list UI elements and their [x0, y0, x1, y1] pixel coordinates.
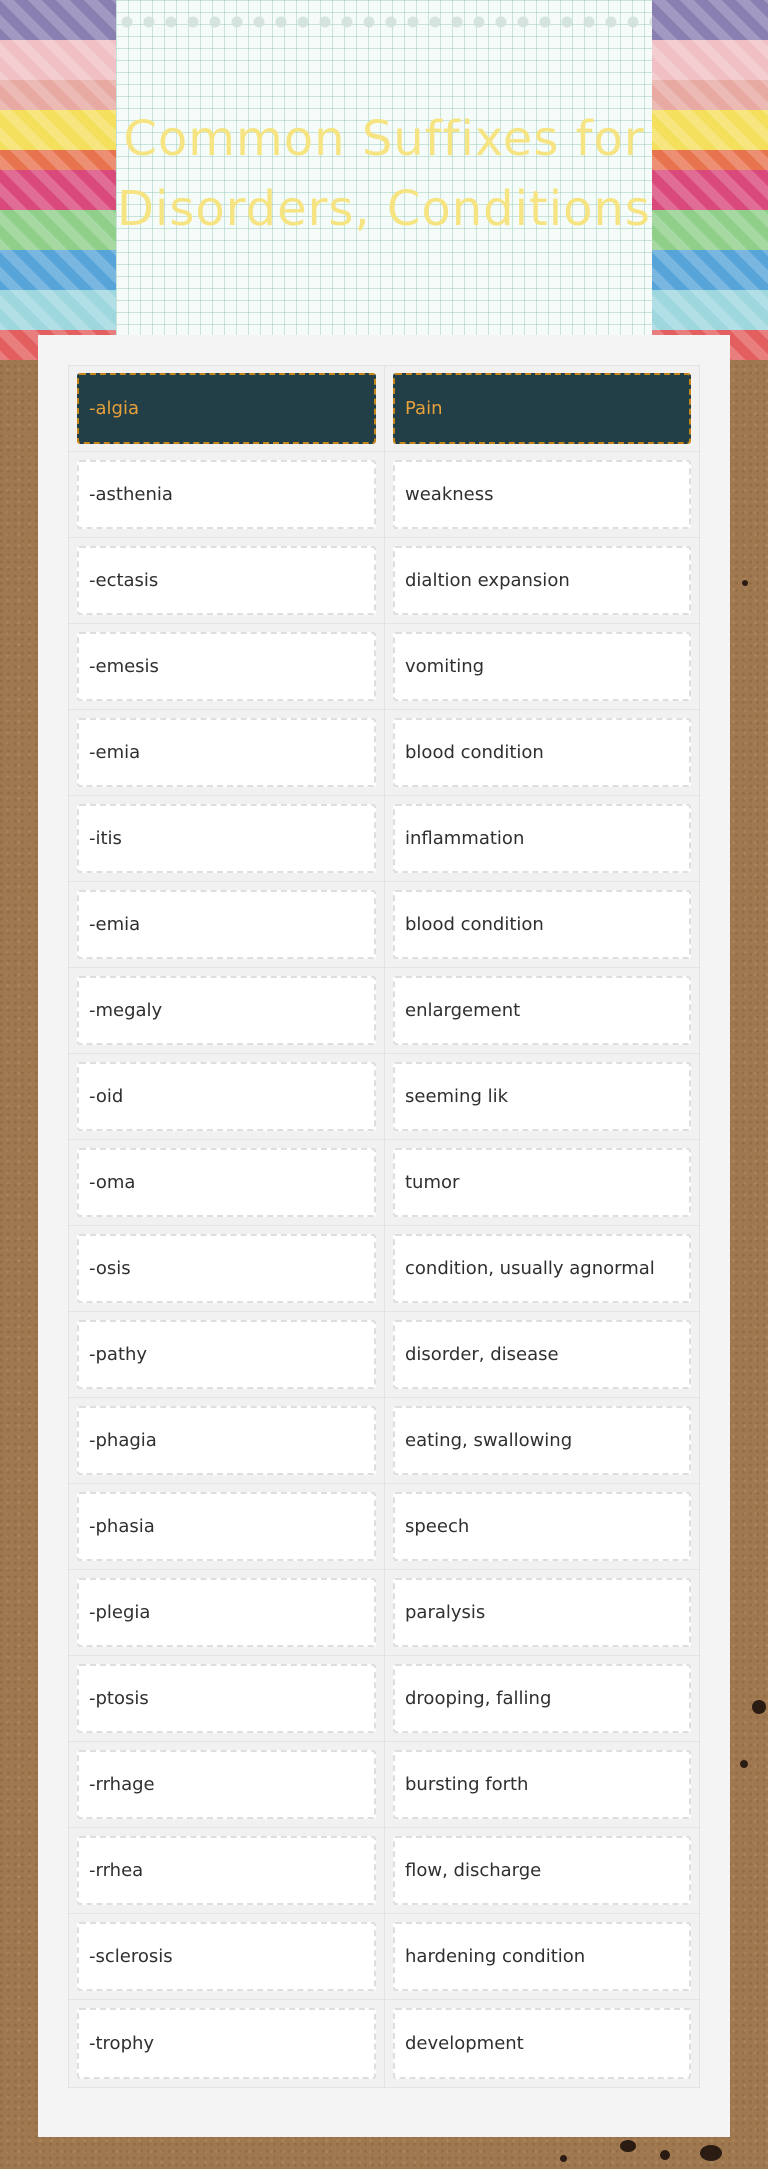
term-cell — [69, 538, 384, 623]
table-row — [69, 1914, 699, 2000]
chevron-pattern-left — [0, 0, 116, 360]
suffix-term: -osis — [77, 1234, 376, 1303]
suffix-meaning: blood condition — [393, 718, 691, 787]
term-cell — [69, 1226, 384, 1311]
suffix-term: -phasia — [77, 1492, 376, 1561]
term-cell — [69, 1914, 384, 1999]
suffix-meaning: tumor — [393, 1148, 691, 1217]
term-cell — [69, 1398, 384, 1483]
ink-splatter — [660, 2150, 670, 2160]
ink-splatter — [742, 580, 748, 586]
table-row — [69, 1226, 699, 1312]
meaning-cell — [384, 1570, 699, 1655]
suffix-term: -ptosis — [77, 1664, 376, 1733]
chevron-pattern-right — [652, 0, 768, 360]
ink-splatter — [560, 2155, 567, 2162]
suffix-term: -rrhea — [77, 1836, 376, 1905]
suffix-term: -trophy — [77, 2008, 376, 2079]
suffix-term: -emia — [77, 890, 376, 959]
table-row — [69, 2000, 699, 2087]
table-row — [69, 1570, 699, 1656]
table-header-row — [69, 366, 699, 452]
table-row — [69, 710, 699, 796]
worksheet-card — [38, 335, 730, 2137]
notebook-holes — [116, 14, 652, 30]
meaning-cell — [384, 1656, 699, 1741]
meaning-cell — [384, 1140, 699, 1225]
suffix-meaning: eating, swallowing — [393, 1406, 691, 1475]
page-title-line-1: Common Suffixes for — [123, 111, 645, 167]
ink-splatter — [752, 1700, 766, 1714]
table-row — [69, 1656, 699, 1742]
term-cell — [69, 1312, 384, 1397]
term-cell — [69, 1484, 384, 1569]
suffix-term: -asthenia — [77, 460, 376, 529]
suffix-meaning: bursting forth — [393, 1750, 691, 1819]
table-row — [69, 1140, 699, 1226]
ink-splatter — [740, 1760, 748, 1768]
suffix-meaning: weakness — [393, 460, 691, 529]
suffix-meaning: seeming lik — [393, 1062, 691, 1131]
ink-splatter — [620, 2140, 636, 2152]
suffix-term: -oma — [77, 1148, 376, 1217]
meaning-cell — [384, 1484, 699, 1569]
suffix-term: -phagia — [77, 1406, 376, 1475]
table-row — [69, 1054, 699, 1140]
meaning-cell — [384, 2000, 699, 2087]
suffix-meaning: paralysis — [393, 1578, 691, 1647]
table-row — [69, 452, 699, 538]
table-row — [69, 624, 699, 710]
term-cell — [69, 1828, 384, 1913]
suffix-meaning: speech — [393, 1492, 691, 1561]
suffix-meaning: blood condition — [393, 890, 691, 959]
table-row — [69, 1398, 699, 1484]
meaning-cell — [384, 1828, 699, 1913]
term-cell — [69, 1742, 384, 1827]
suffix-term: -pathy — [77, 1320, 376, 1389]
term-cell — [69, 452, 384, 537]
term-cell — [69, 624, 384, 709]
meaning-cell — [384, 624, 699, 709]
page-header — [0, 0, 768, 360]
meaning-cell — [384, 796, 699, 881]
suffix-meaning: hardening condition — [393, 1922, 691, 1991]
meaning-cell — [384, 538, 699, 623]
table-row — [69, 1484, 699, 1570]
suffix-term: -emesis — [77, 632, 376, 701]
meaning-cell — [384, 968, 699, 1053]
suffix-meaning: disorder, disease — [393, 1320, 691, 1389]
term-cell — [69, 1054, 384, 1139]
suffix-meaning: dialtion expansion — [393, 546, 691, 615]
header-meaning: Pain — [393, 373, 691, 444]
term-cell — [69, 882, 384, 967]
header-meaning-cell — [384, 366, 699, 451]
table-row — [69, 1312, 699, 1398]
suffix-term: -sclerosis — [77, 1922, 376, 1991]
term-cell — [69, 1570, 384, 1655]
meaning-cell — [384, 882, 699, 967]
meaning-cell — [384, 1398, 699, 1483]
term-cell — [69, 1656, 384, 1741]
suffix-meaning: enlargement — [393, 976, 691, 1045]
table-row — [69, 538, 699, 624]
term-cell — [69, 968, 384, 1053]
suffix-term: -ectasis — [77, 546, 376, 615]
table-row — [69, 968, 699, 1054]
term-cell — [69, 1140, 384, 1225]
suffix-term: -oid — [77, 1062, 376, 1131]
suffix-term: -megaly — [77, 976, 376, 1045]
table-row — [69, 882, 699, 968]
table-row — [69, 796, 699, 882]
meaning-cell — [384, 1226, 699, 1311]
suffix-term: -rrhage — [77, 1750, 376, 1819]
page-title — [116, 104, 652, 244]
header-term-cell — [69, 366, 384, 451]
table-row — [69, 1742, 699, 1828]
suffix-meaning: drooping, falling — [393, 1664, 691, 1733]
suffix-meaning: development — [393, 2008, 691, 2079]
suffix-term: -emia — [77, 718, 376, 787]
meaning-cell — [384, 710, 699, 795]
suffix-term: -plegia — [77, 1578, 376, 1647]
suffix-meaning: vomiting — [393, 632, 691, 701]
page-title-line-2: Disorders, Conditions — [117, 181, 651, 237]
meaning-cell — [384, 452, 699, 537]
meaning-cell — [384, 1312, 699, 1397]
table-row — [69, 1828, 699, 1914]
meaning-cell — [384, 1742, 699, 1827]
term-cell — [69, 2000, 384, 2087]
suffix-meaning: inflammation — [393, 804, 691, 873]
meaning-cell — [384, 1914, 699, 1999]
term-cell — [69, 710, 384, 795]
header-term: -algia — [77, 373, 376, 444]
ink-splatter — [700, 2145, 722, 2161]
suffix-term: -itis — [77, 804, 376, 873]
suffix-meaning: condition, usually agnormal — [393, 1234, 691, 1303]
term-cell — [69, 796, 384, 881]
suffix-table — [68, 365, 700, 2088]
suffix-meaning: flow, discharge — [393, 1836, 691, 1905]
meaning-cell — [384, 1054, 699, 1139]
